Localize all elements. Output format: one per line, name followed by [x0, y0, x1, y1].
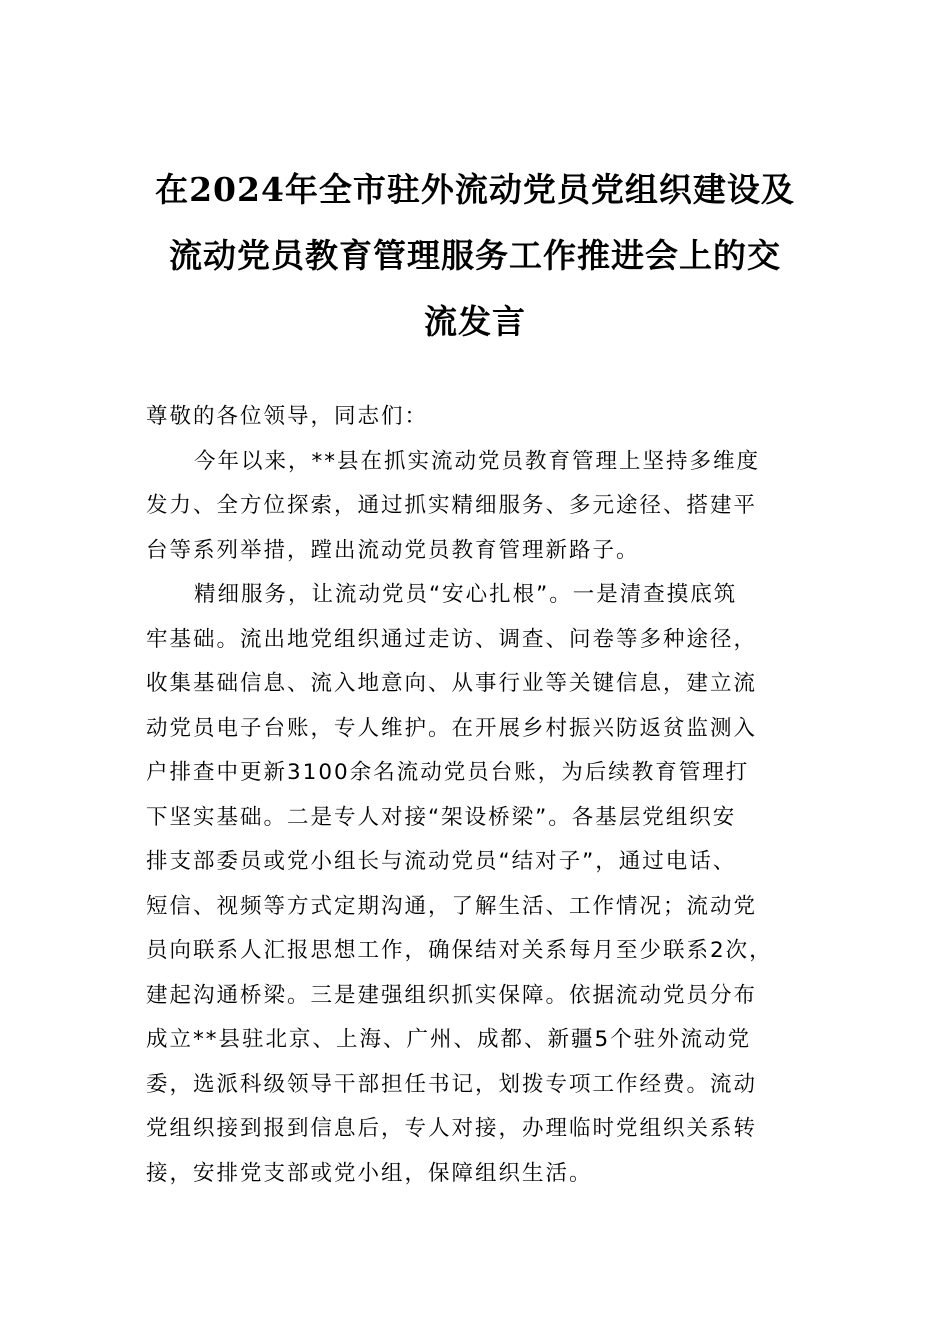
paragraph-line: 牢基础。流出地党组织通过走访、调查、问卷等多种途径，: [146, 626, 758, 652]
paragraph-line: 户排查中更新3100余名流动党员台账，为后续教育管理打: [146, 760, 750, 785]
paragraph-line: 动党员电子台账，专人维护。在开展乡村振兴防返贫监测入: [146, 715, 758, 741]
paragraph-line: 短信、视频等方式定期沟通，了解生活、工作情况；流动党: [146, 893, 758, 919]
paragraph-intro: [146, 440, 826, 574]
paragraph-line: 下坚实基础。二是专人对接“架设桥梁”。各基层党组织安: [146, 804, 737, 830]
paragraph-line: 党组织接到报到信息后，专人对接，办理临时党组织关系转: [146, 1116, 758, 1141]
paragraph-line: 员向联系人汇报思想工作，确保结对关系每月至少联系2次，: [146, 938, 773, 963]
paragraph-line: 精细服务，让流动党员“安心扎根”。一是清查摸底筑: [194, 582, 738, 607]
title-line: 流发言: [424, 302, 526, 341]
paragraph-line: 委，选派科级领导干部担任书记，划拨专项工作经费。流动: [146, 1071, 758, 1097]
title-line: 流动党员教育管理服务工作推进会上的交: [169, 236, 781, 275]
paragraph-line: 排支部委员或党小组长与流动党员“结对子”，通过电话、: [146, 849, 737, 874]
paragraph-line: 成立**县驻北京、上海、广州、成都、新疆5个驻外流动党: [146, 1027, 752, 1052]
title-line: 在2024年全市驻外流动党员党组织建设及: [155, 170, 795, 209]
paragraph-line: 收集基础信息、流入地意向、从事行业等关键信息，建立流: [146, 671, 758, 696]
document-body: [146, 395, 826, 1196]
paragraph-line: 接，安排党支部或党小组，保障组织生活。: [146, 1160, 593, 1186]
document-title: [120, 157, 830, 355]
salutation: 尊敬的各位领导，同志们：: [146, 404, 429, 429]
paragraph-line: 建起沟通桥梁。三是建强组织抓实保障。依据流动党员分布: [146, 982, 758, 1008]
paragraph-fine-service: [146, 573, 826, 1196]
paragraph-line: 发力、全方位探索，通过抓实精细服务、多元途径、搭建平: [146, 493, 758, 518]
paragraph-line: 今年以来，**县在抓实流动党员教育管理上坚持多维度: [194, 448, 761, 474]
paragraph-line: 台等系列举措，蹚出流动党员教育管理新路子。: [146, 537, 640, 563]
